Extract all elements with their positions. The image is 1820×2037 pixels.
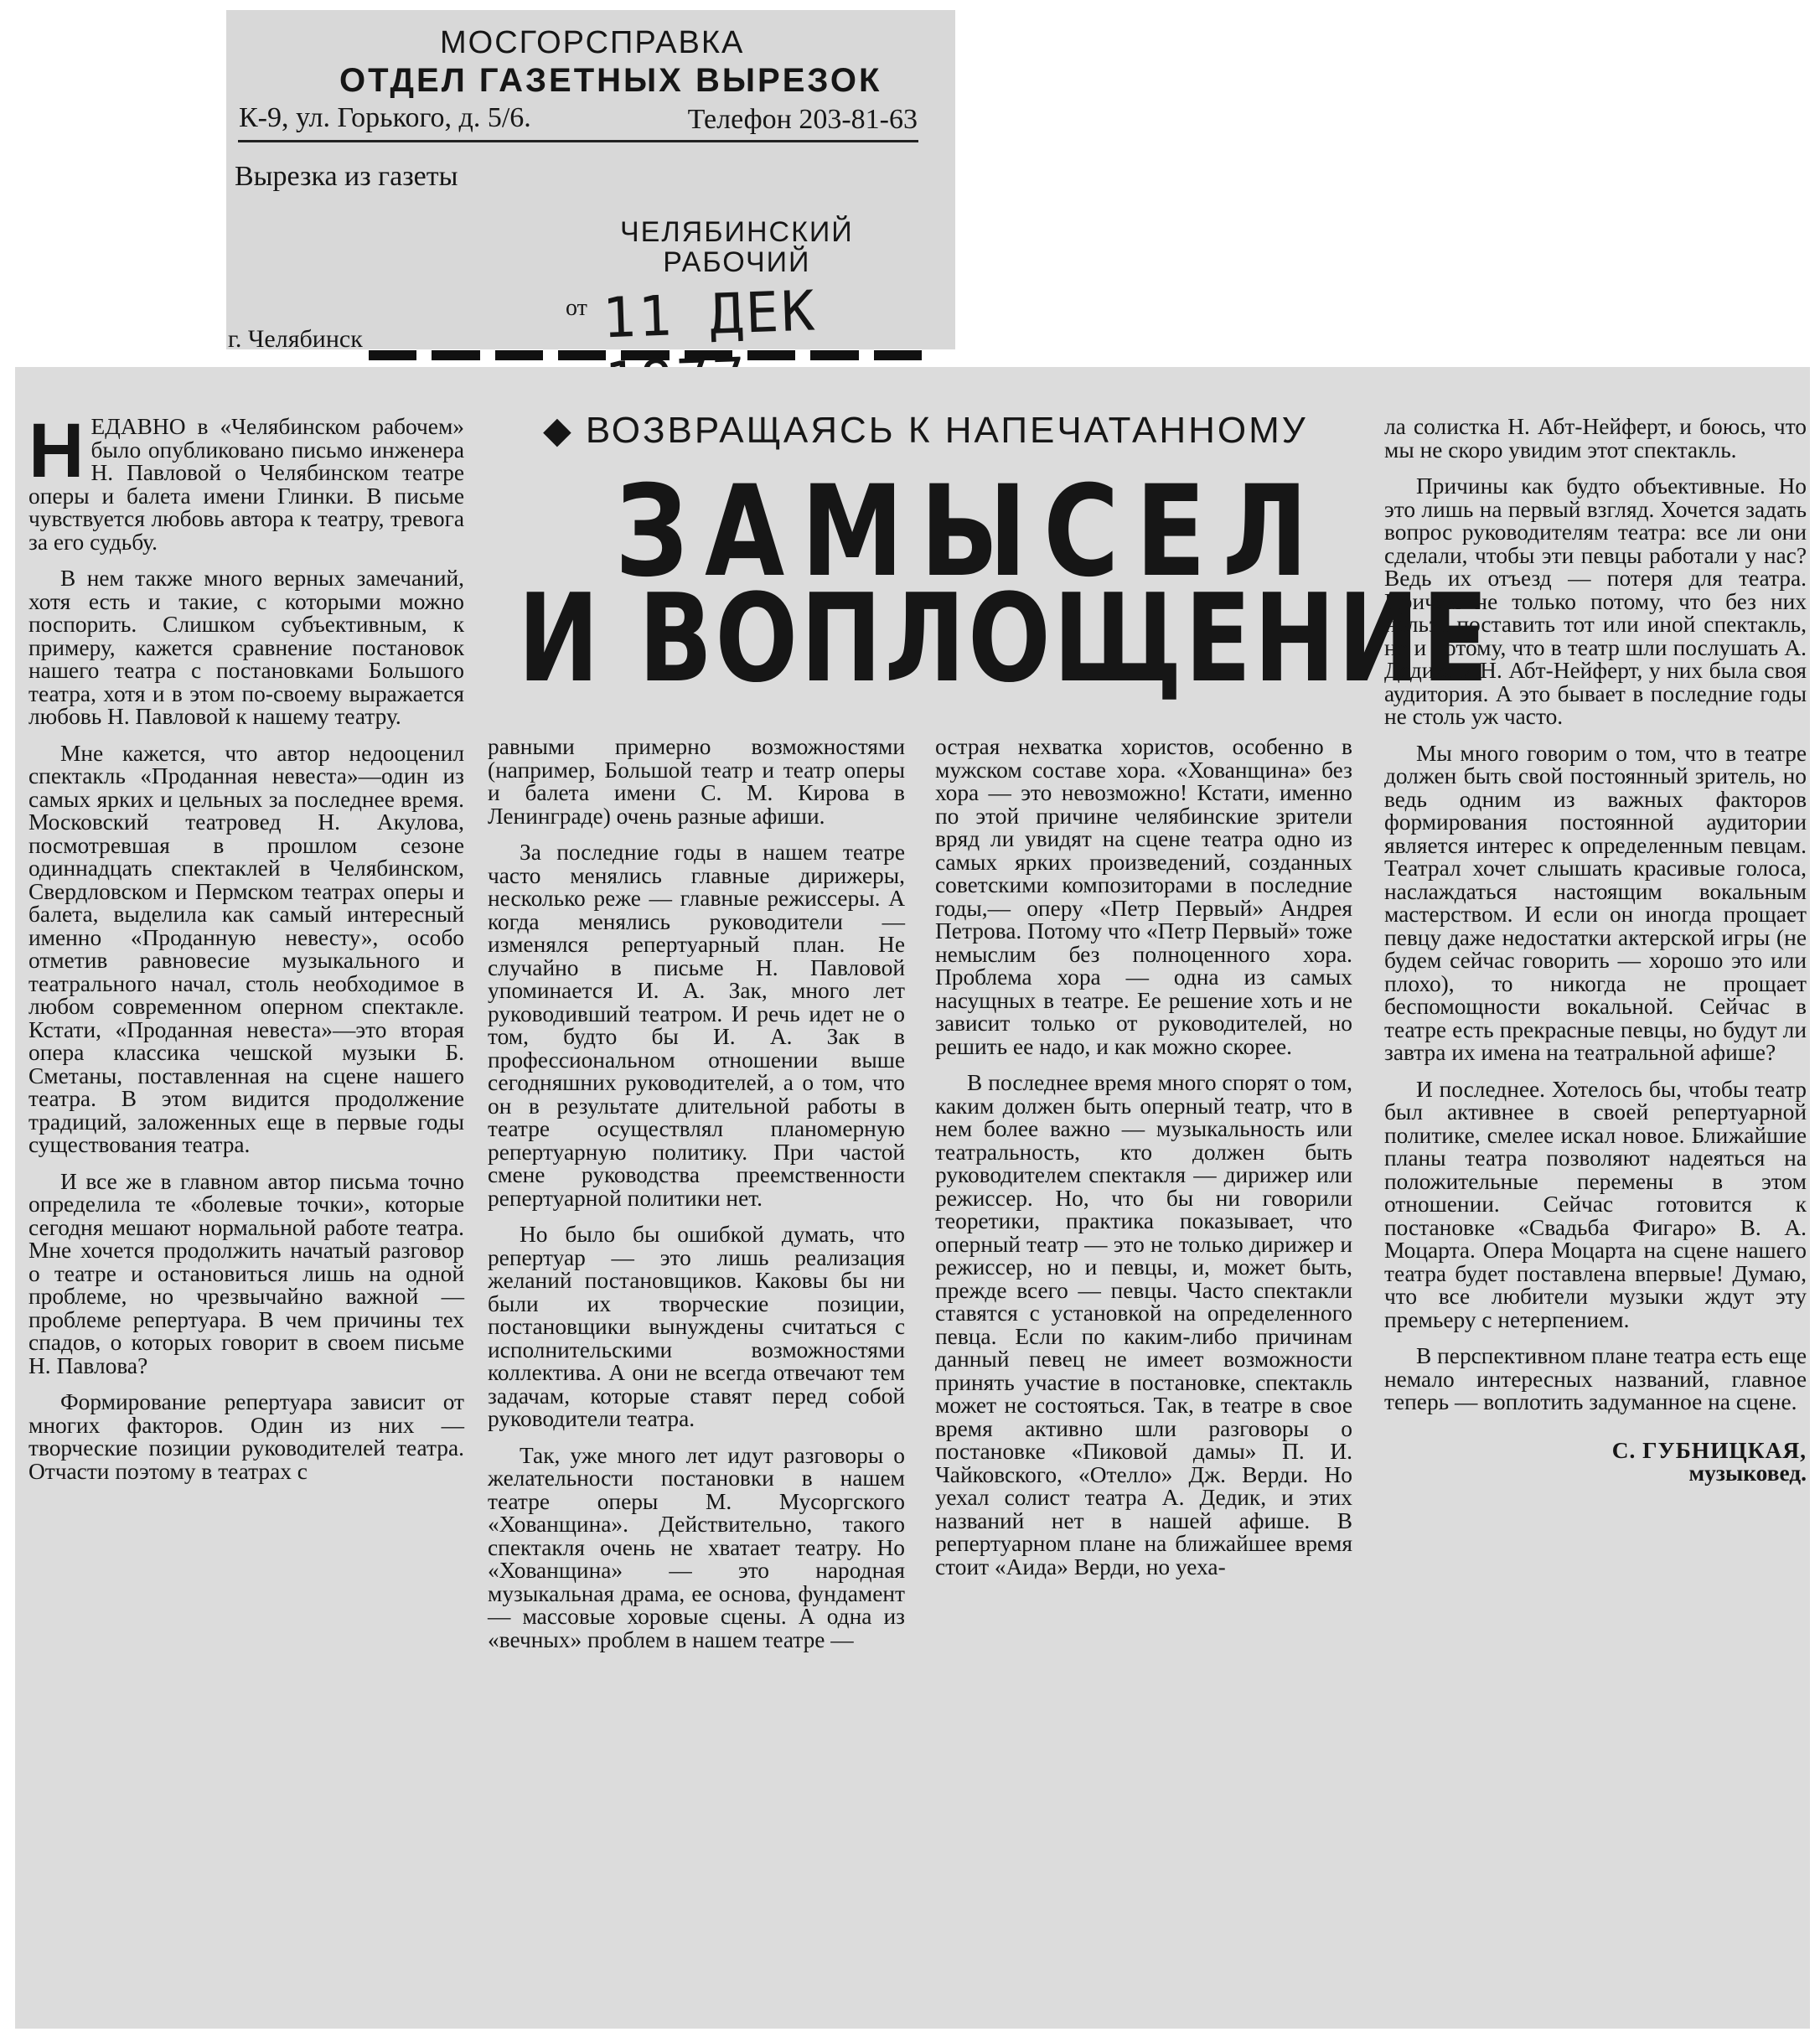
cut-line <box>369 350 922 360</box>
paragraph: Мне кажется, что автор недооценил спектакль «Проданная невеста»—один из самых ярких и цельных за последнее время. Московский театровед Н. Акулова, посмотревшая в прошлом сезоне одиннадцать спектаклей в Челябинском, Свердловском и Пермском театрах оперы и балета, выделила как самый интересный именно «Проданную невесту», особо отметив равновесие музыкального и театрального начал, столь необходимое в любом современном оперном спектакле. Кстати, «Проданная невеста»—это вторая опера классика чешской музыки Б. Сметаны, поставленная на сцене нашего театра. В этом видится продолжение традиций, заложенных еще в первые годы существования театра. <box>28 740 464 1157</box>
headline-line2: И ВОПЛОЩЕНИЕ <box>518 568 1492 710</box>
diamond-icon: ◆ <box>543 410 574 451</box>
city: г. Челябинск <box>228 325 363 353</box>
paragraph: И все же в главном автор письма точно определила те «болевые точки», которые сегодня мешают нормальной работе театра. Мне хочется продолжить начатый разговор о театре и остановиться лишь на одной проблеме, но чрезвычайно важной — проблеме репертуара. В чем причины тех спадов, о которых говорит в своем письме Н. Павлова? <box>28 1168 464 1378</box>
paragraph: И последнее. Хотелось бы, чтобы театр был активнее в своей репертуарной политике, смелее искал новое. Ближайшие планы театра позволяют надеяться на положительные перемены в этом отношении. Сейчас готовится к постановке «Свадьба Фигаро» В. А. Моцарта. Опера Моцарта на сцене нашего театра будет поставлена впервые! Думаю, что все любители музыки ждут эту премьеру с нетерпением. <box>1384 1076 1807 1332</box>
drop-cap: Н <box>28 408 85 494</box>
department-name: ОТДЕЛ ГАЗЕТНЫХ ВЫРЕЗОК <box>339 62 882 99</box>
rubric-text: ВОЗВРАЩАЯСЬ К НАПЕЧАТАННОМУ <box>585 410 1308 451</box>
paragraph: В последнее время много спорят о том, каким должен быть оперный театр, что в нем более важно — музыкальность или театральность, кто должен быть руководителем спектакля — дирижер или режиссер. Но, что бы ни говорили теоретики, практика показывает, что оперный театр — это не только дирижер и режиссер, но и певцы, и, может быть, прежде всего — певцы. Часто спектакли ставятся с установкой на определенного певца. Если по каким-либо причинам данный певец не имеет возможности принять участие в постановке, спектакль может не состояться. Так, в театре в свое время активно шли разговоры о постановке «Пиковой дамы» П. И. Чайковского, «Отелло» Дж. Верди. Но уехал солист театра А. Дедик, и этих названий нет в нашей афише. В репертуарном плане на ближайшее время стоит «Аида» Верди, но уеха- <box>935 1070 1352 1579</box>
author-role: музыковед. <box>1688 1461 1807 1486</box>
paragraph <box>28 408 464 555</box>
newspaper-name-line2: РАБОЧИЙ <box>663 246 811 278</box>
paragraph: За последние годы в нашем театре часто менялись главные дирижеры, несколько реже — главные режиссеры. А когда менялись руководители — изменялся репертуарный план. Не случайно в письме Н. Павловой упоминается И. А. Зак, много лет руководивший театром. И речь идет не о том, будто бы И. А. Зак в профессиональном отношении выше сегодняшних руководителей, а о том, что он в результате длительной работы в театре осуществлял планомерную репертуарную политику. При частой смене руководства преемственности репертуарной политики нет. <box>488 840 905 1211</box>
address: К-9, ул. Горького, д. 5/6. <box>239 102 531 133</box>
date-stamp: 11 ДЕК <box>601 278 819 351</box>
headline-line1: ЗАМЫСЕЛ <box>615 459 1325 605</box>
paragraph: В нем также много верных замечаний, хотя есть и такие, с которыми можно поспорить. Слишком субъективным, к примеру, кажется сравнение постановок нашего театра с постановками Большого театра, хотя и в этом по-своему выражается любовь Н. Павловой к нашему театру. <box>28 566 464 729</box>
paragraph: Формирование репертуара зависит от многих факторов. Один из них — творческие позиции руководителей театра. Отчасти поэтому в театрах с <box>28 1389 464 1484</box>
newspaper-name <box>620 218 854 277</box>
paragraph: Причины как будто объективные. Но это лишь на первый взгляд. Хочется задать вопрос руководителям театра: все ли они сделали, чтобы эти певцы работали у нас? Ведь их отъезд — потеря для театра. Причем не только потому, что без них нельзя поставить тот или иной спектакль, но и потому, что в театр шли послушать А. Дедика и Н. Абт-Нейферт, у них была своя аудитория. А это бывает в последние годы не столь уж часто. <box>1384 473 1807 729</box>
clipping-service-label <box>226 10 955 353</box>
paragraph: равными примерно возможностями (например, Большой театр и театр оперы и балета имени С. М. Кирова в Ленинграде) очень разные афиши. <box>488 734 905 829</box>
org-name: МОСГОРСПРАВКА <box>440 25 745 60</box>
newspaper-name-line1: ЧЕЛЯБИНСКИЙ <box>620 216 854 248</box>
article-column-1 <box>28 408 464 1497</box>
article-column-3 <box>935 736 1352 1592</box>
newspaper-clipping <box>15 367 1810 2029</box>
article-column-2 <box>488 736 905 1665</box>
date-prefix: от <box>566 295 587 321</box>
paragraph: ла солистка Н. Абт-Нейферт, и боюсь, что мы не скоро увидим этот спектакль. <box>1384 414 1807 463</box>
article-column-4 <box>1384 416 1807 1486</box>
paragraph: Мы много говорим о том, что в театре должен быть свой постоянный зритель, но ведь одним из важных факторов формирования постоянной аудитории является интерес к определенным певцам. Театрал хочет слышать красивые голоса, наслаждаться настоящим вокальным мастерством. И если он иногда прощает певцу даже недостатки актерской игры (не будем сейчас говорить — хорошо это или плохо), то никогда не прощает беспомощности вокальной. Сейчас в театре есть прекрасные певцы, но будут ли завтра их имена на театральной афише? <box>1384 740 1807 1065</box>
paragraph: Так, уже много лет идут разговоры о желательности постановки в нашем театре оперы М. Мусоргского «Хованщина». Действительно, такого спектакля очень не хватает театру. Но «Хованщина» — это народная музыкальная драма, ее основа, фундамент — массовые хоровые сцены. А одна из «вечных» проблем в нашем театре — <box>488 1442 905 1652</box>
cutting-label: Вырезка из газеты <box>235 161 458 192</box>
phone: Телефон 203-81-63 <box>687 104 918 135</box>
paragraph: Но было бы ошибкой думать, что репертуар — это лишь реализация желаний постановщиков. Каковы бы ни были их творческие позиции, постановщики вынуждены считаться с исполнительскими возможностями коллектива. А они не всегда отвечают тем задачам, которые ставят перед собой руководители театра. <box>488 1222 905 1431</box>
paragraph: В перспективном плане театра есть еще немало интересных названий, главное теперь — воплотить задуманное на сцене. <box>1384 1343 1807 1414</box>
author-name: С. ГУБНИЦКАЯ, <box>1611 1437 1807 1463</box>
rubric <box>543 409 1308 452</box>
paragraph: острая нехватка хористов, особенно в мужском составе хора. «Хованщина» без хора — это невозможно! Кстати, именно по этой причине челябинские зрители вряд ли увидят на сцене театра одно из самых ярких произведений, созданных советскими композиторами в последние годы,— оперу «Петр Первый» Андрея Петрова. Потому что «Петр Первый» тоже немыслим без полноценного хора. Проблема хора — одна из самых насущных в театре. Ее решение хоть и не зависит только от руководителей, но решить ее надо, и как можно скорее. <box>935 734 1352 1059</box>
paragraph-text: ЕДАВНО в «Челябинском рабочем» было опубликовано письмо инженера Н. Павловой о Челябинском театре оперы и балета имени Глинки. В письме чувствуется любовь автора к театру, тревога за его судьбу. <box>28 414 464 555</box>
header-divider <box>238 140 918 142</box>
